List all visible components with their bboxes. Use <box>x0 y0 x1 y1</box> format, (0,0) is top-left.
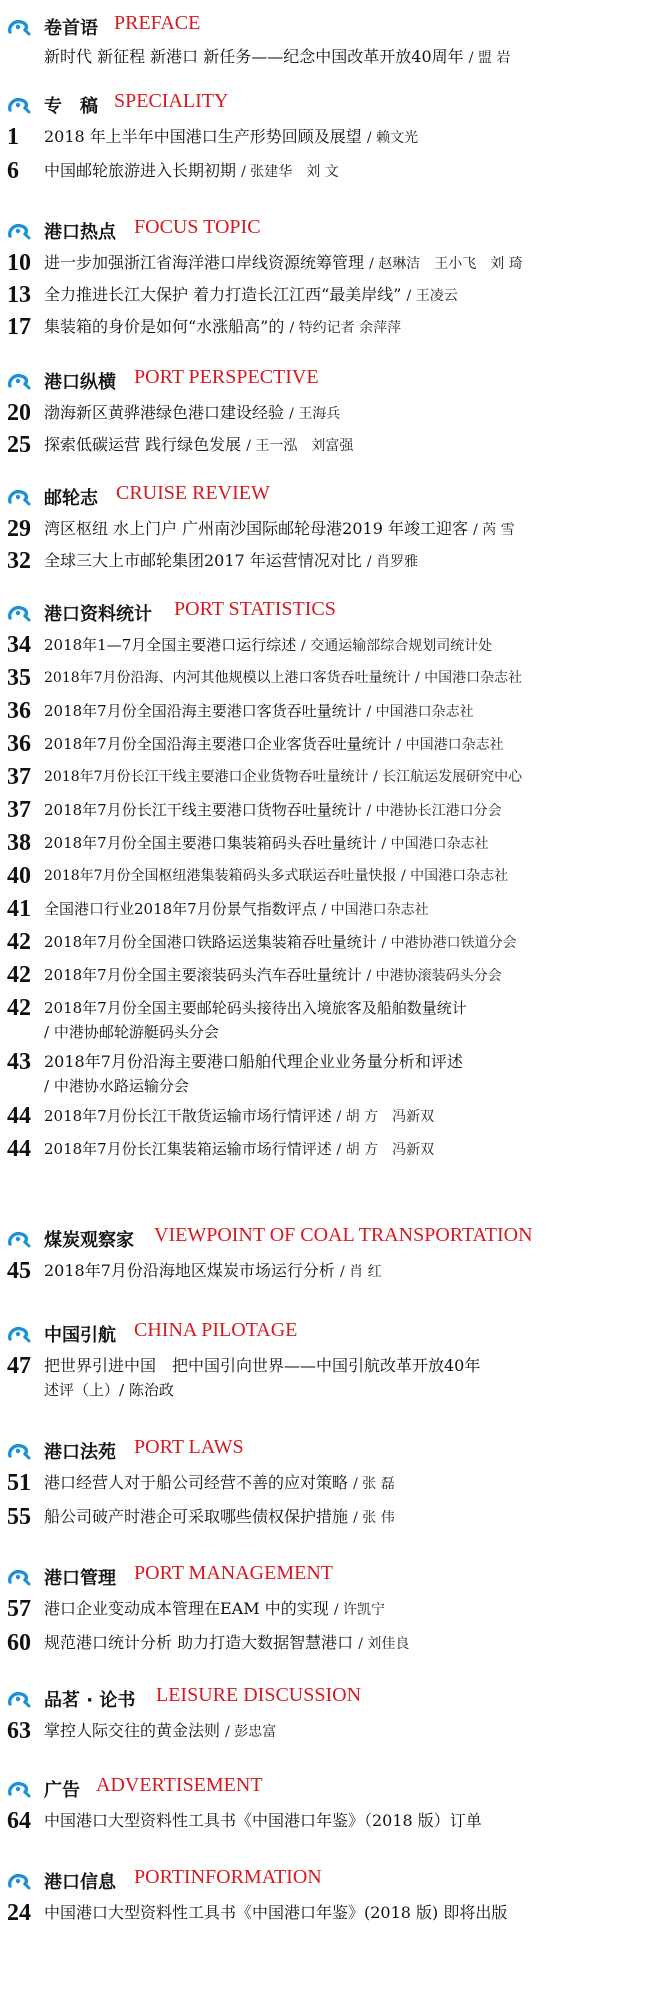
section-title-cn: 港口热点 <box>44 222 116 243</box>
toc-entry[interactable] <box>0 1351 651 1409</box>
entry-title: 新时代 新征程 新港口 新任务——纪念中国改革开放40周年 / 盟 岩 <box>44 47 511 66</box>
entry-title: 掌控人际交往的黄金法则 / 彭忠富 <box>44 1721 277 1740</box>
entry-title: 2018 年上半年中国港口生产形势回顾及展望 / 赖文光 <box>44 127 419 146</box>
toc-entry[interactable] <box>0 927 651 960</box>
page-number: 20 <box>7 400 31 426</box>
section-title-cn: 煤炭观察家 <box>44 1230 134 1251</box>
toc-entry[interactable] <box>0 894 651 927</box>
section-title-cn: 港口法苑 <box>44 1442 116 1463</box>
toc-entry[interactable] <box>0 1468 651 1502</box>
section-title-en: PORT PERSPECTIVE <box>134 366 319 388</box>
section-title-cn: 专 稿 <box>44 96 98 117</box>
section-title-cn: 品茗 · 论书 <box>44 1690 136 1711</box>
entry-title: 2018年7月份长江集装箱运输市场行情评述 / 胡 方 冯新双 <box>44 1140 435 1158</box>
page-number: 43 <box>7 1049 31 1075</box>
page-number: 44 <box>7 1103 31 1129</box>
entry-title: 2018年7月份全国主要港口集装箱码头吞吐量统计 / 中国港口杂志社 <box>44 834 489 852</box>
section-header <box>0 596 651 630</box>
page-number: 51 <box>7 1470 31 1496</box>
entry-author: / 中港协邮轮游艇码头分会 <box>44 1023 219 1041</box>
logo-icon <box>7 222 31 240</box>
page-number: 13 <box>7 282 31 308</box>
entry-title: 全球三大上市邮轮集团2017 年运营情况对比 / 肖罗雅 <box>44 551 419 570</box>
logo-icon <box>7 1568 31 1586</box>
section-focus-topic <box>0 214 651 344</box>
toc-entry[interactable] <box>0 1134 651 1167</box>
page-number: 44 <box>7 1136 31 1162</box>
section-title-cn: 邮轮志 <box>44 488 98 509</box>
toc-entry[interactable] <box>0 1628 651 1662</box>
logo-icon <box>7 1230 31 1248</box>
section-title-en: ADVERTISEMENT <box>96 1774 263 1796</box>
entry-author: / 中港协水路运输分会 <box>44 1077 189 1095</box>
logo-icon <box>7 1872 31 1890</box>
page-number: 37 <box>7 764 31 790</box>
toc-entry[interactable] <box>0 280 651 312</box>
page-number: 42 <box>7 929 31 955</box>
section-title-cn: 港口资料统计 <box>44 604 152 625</box>
toc-entry[interactable] <box>0 663 651 696</box>
section-header <box>0 1864 651 1898</box>
section-header <box>0 214 651 248</box>
toc-entry[interactable] <box>0 762 651 795</box>
entry-title: 把世界引进中国 把中国引向世界——中国引航改革开放40年 <box>44 1356 481 1375</box>
section-title-en: LEISURE DISCUSSION <box>156 1684 362 1706</box>
section-title-en: CHINA PILOTAGE <box>134 1319 298 1341</box>
section-header <box>0 1560 651 1594</box>
entry-title: 港口经营人对于船公司经营不善的应对策略 / 张 磊 <box>44 1473 395 1492</box>
section-port-information <box>0 1864 651 1932</box>
toc-entry[interactable] <box>0 156 651 190</box>
entry-title: 2018年7月份全国港口铁路运送集装箱吞吐量统计 / 中港协港口铁道分会 <box>44 933 517 951</box>
page-number: 47 <box>7 1353 31 1379</box>
page-number: 34 <box>7 632 31 658</box>
toc-entry[interactable] <box>0 44 651 74</box>
entry-title: 2018年7月份全国主要滚装码头汽车吞吐量统计 / 中港协滚装码头分会 <box>44 966 502 984</box>
page-number: 45 <box>7 1258 31 1284</box>
toc-entry[interactable] <box>0 122 651 156</box>
entry-title: 2018年7月份全国沿海主要港口客货吞吐量统计 / 中国港口杂志社 <box>44 702 474 720</box>
logo-icon <box>7 1325 31 1343</box>
section-advertisement <box>0 1772 651 1840</box>
page-number: 42 <box>7 995 31 1021</box>
entry-title: 2018年7月份全国主要邮轮码头接待出入境旅客及船舶数量统计 <box>44 999 467 1017</box>
section-title-en: SPECIALITY <box>114 90 229 112</box>
section-title-cn: 卷首语 <box>44 18 98 39</box>
entry-title: 集装箱的身价是如何“水涨船高”的 / 特约记者 余萍萍 <box>44 317 402 336</box>
page-number: 36 <box>7 731 31 757</box>
logo-icon <box>7 1690 31 1708</box>
section-header <box>0 480 651 514</box>
section-port-perspective <box>0 364 651 462</box>
entry-title: 2018年7月份全国沿海主要港口企业客货吞吐量统计 / 中国港口杂志社 <box>44 735 504 753</box>
entry-title: 规范港口统计分析 助力打造大数据智慧港口 / 刘佳良 <box>44 1633 410 1652</box>
toc-entry[interactable] <box>0 828 651 861</box>
page-number: 40 <box>7 863 31 889</box>
toc-entry[interactable] <box>0 729 651 762</box>
entry-title: 全国港口行业2018年7月份景气指数评点 / 中国港口杂志社 <box>44 900 429 918</box>
toc-entry[interactable] <box>0 1101 651 1134</box>
toc-entry[interactable] <box>0 1806 651 1840</box>
toc-entry[interactable] <box>0 546 651 578</box>
page-number: 38 <box>7 830 31 856</box>
toc-entry[interactable] <box>0 1716 651 1750</box>
section-header <box>0 10 651 44</box>
toc-entry[interactable] <box>0 960 651 993</box>
toc-entry[interactable] <box>0 696 651 729</box>
toc-entry[interactable] <box>0 312 651 344</box>
toc-entry[interactable] <box>0 1594 651 1628</box>
section-title-en: PORTINFORMATION <box>134 1866 322 1888</box>
toc-entry[interactable] <box>0 1898 651 1932</box>
section-title-cn: 港口管理 <box>44 1568 116 1589</box>
section-header <box>0 364 651 398</box>
entry-title: 渤海新区黄骅港绿色港口建设经验 / 王海兵 <box>44 403 341 422</box>
page-number: 55 <box>7 1504 31 1530</box>
page-number: 24 <box>7 1900 31 1926</box>
toc-entry[interactable] <box>0 430 651 462</box>
page-number: 35 <box>7 665 31 691</box>
page-number: 17 <box>7 314 31 340</box>
entry-title: 2018年7月份全国枢纽港集装箱码头多式联运吞吐量快报 / 中国港口杂志社 <box>44 868 509 884</box>
page-number: 37 <box>7 797 31 823</box>
section-title-en: CRUISE REVIEW <box>116 482 270 504</box>
logo-icon <box>7 372 31 390</box>
section-title-en: PORT MANAGEMENT <box>134 1562 333 1584</box>
entry-title: 2018年7月份沿海主要港口船舶代理企业业务量分析和评述 <box>44 1052 463 1071</box>
entry-title: 2018年7月份长江干线主要港口货物吞吐量统计 / 中港协长江港口分会 <box>44 801 502 819</box>
section-port-laws <box>0 1434 651 1536</box>
section-preface <box>0 10 651 74</box>
section-title-en: VIEWPOINT OF COAL TRANSPORTATION <box>154 1224 533 1246</box>
logo-icon <box>7 18 31 36</box>
toc-entry[interactable] <box>0 993 651 1047</box>
page-number: 6 <box>7 158 19 184</box>
section-leisure-discussion <box>0 1682 651 1750</box>
section-china-pilotage <box>0 1317 651 1409</box>
section-header <box>0 1682 651 1716</box>
section-title-en: PREFACE <box>114 12 201 34</box>
toc-entry[interactable] <box>0 398 651 430</box>
logo-icon <box>7 1442 31 1460</box>
entry-title: 2018年1—7月全国主要港口运行综述 / 交通运输部综合规划司统计处 <box>44 636 493 654</box>
entry-title: 中国港口大型资料性工具书《中国港口年鉴》（2018 版）订单 <box>44 1811 482 1830</box>
toc-entry[interactable] <box>0 1256 651 1290</box>
page-number: 57 <box>7 1596 31 1622</box>
section-header <box>0 1434 651 1468</box>
page-number: 32 <box>7 548 31 574</box>
section-port-statistics <box>0 596 651 1167</box>
section-header <box>0 1317 651 1351</box>
entry-title: 船公司破产时港企可采取哪些债权保护措施 / 张 伟 <box>44 1507 395 1526</box>
page-number: 25 <box>7 432 31 458</box>
logo-icon <box>7 1780 31 1798</box>
section-title-cn: 港口纵横 <box>44 372 116 393</box>
section-port-management <box>0 1560 651 1662</box>
page-number: 41 <box>7 896 31 922</box>
toc-entry[interactable] <box>0 514 651 546</box>
toc-entry[interactable] <box>0 795 651 828</box>
section-title-cn: 港口信息 <box>44 1872 116 1893</box>
toc-entry[interactable] <box>0 1502 651 1536</box>
section-title-cn: 中国引航 <box>44 1325 116 1346</box>
section-title-en: PORT STATISTICS <box>174 598 336 620</box>
entry-title: 进一步加强浙江省海洋港口岸线资源统筹管理 / 赵琳洁 王小飞 刘 琦 <box>44 253 523 272</box>
section-title-en: PORT LAWS <box>134 1436 244 1458</box>
section-title-en: FOCUS TOPIC <box>134 216 261 238</box>
entry-title: 探索低碳运营 践行绿色发展 / 王一泓 刘富强 <box>44 435 354 454</box>
toc-entry[interactable] <box>0 630 651 663</box>
entry-title: 2018年7月份长江干散货运输市场行情评述 / 胡 方 冯新双 <box>44 1107 435 1125</box>
page-number: 36 <box>7 698 31 724</box>
page-number: 64 <box>7 1808 31 1834</box>
page-number: 10 <box>7 250 31 276</box>
entry-title: 港口企业变动成本管理在EAM 中的实现 / 许凯宁 <box>44 1599 385 1618</box>
page-number: 42 <box>7 962 31 988</box>
logo-icon <box>7 96 31 114</box>
section-title-cn: 广告 <box>44 1780 80 1801</box>
logo-icon <box>7 488 31 506</box>
page-number: 63 <box>7 1718 31 1744</box>
section-speciality <box>0 88 651 190</box>
entry-author: 述评（上）/ 陈治政 <box>44 1381 174 1399</box>
page-number: 60 <box>7 1630 31 1656</box>
page-number: 1 <box>7 124 19 150</box>
section-cruise-review <box>0 480 651 578</box>
section-header <box>0 1222 651 1256</box>
toc-entry[interactable] <box>0 861 651 894</box>
entry-title: 2018年7月份沿海地区煤炭市场运行分析 / 肖 红 <box>44 1261 382 1280</box>
entry-title: 2018年7月份长江干线主要港口企业货物吞吐量统计 / 长江航运发展研究中心 <box>44 769 523 785</box>
section-header <box>0 1772 651 1806</box>
toc-entry[interactable] <box>0 1047 651 1101</box>
entry-title: 中国港口大型资料性工具书《中国港口年鉴》(2018 版) 即将出版 <box>44 1903 508 1922</box>
page-number: 29 <box>7 516 31 542</box>
entry-title: 全力推进长江大保护 着力打造长江江西“最美岸线” / 王凌云 <box>44 285 458 304</box>
section-header <box>0 88 651 122</box>
toc-entry[interactable] <box>0 248 651 280</box>
entry-title: 湾区枢纽 水上门户 广州南沙国际邮轮母港2019 年竣工迎客 / 芮 雪 <box>44 519 515 538</box>
entry-title: 2018年7月份沿海、内河其他规模以上港口客货吞吐量统计 / 中国港口杂志社 <box>44 670 523 686</box>
entry-title: 中国邮轮旅游进入长期初期 / 张建华 刘 文 <box>44 161 339 180</box>
logo-icon <box>7 604 31 622</box>
section-coal-viewpoint <box>0 1222 651 1290</box>
